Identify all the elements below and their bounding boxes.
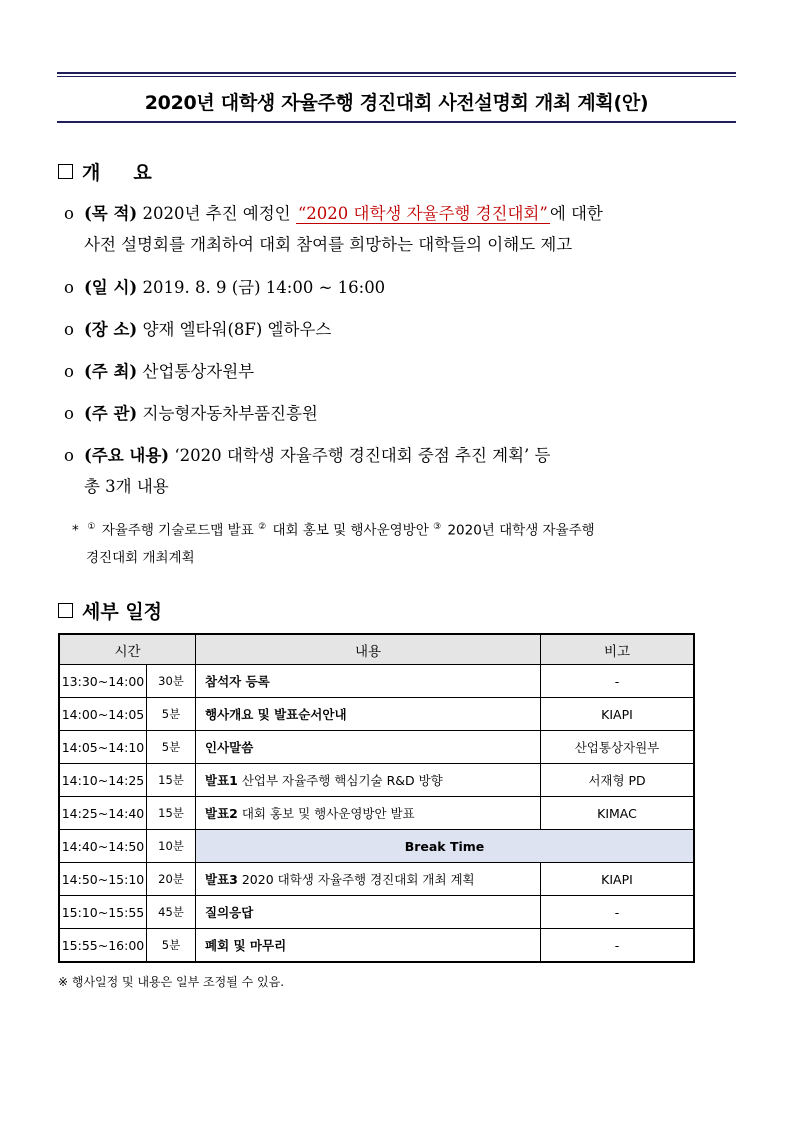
host-value: 산업통상자원부 [142,362,255,381]
page-title: 2020년 대학생 자율주행 경진대회 사전설명회 개최 계획(안) [144,92,649,114]
header-note: 비고 [541,634,695,665]
row-duration: 10분 [147,830,196,863]
row-note: KIAPI [541,863,695,896]
organizer-value: 지능형자동차부품진흥원 [142,404,318,423]
overview-content [64,440,736,502]
row-time: 14:25~14:40 [59,797,147,830]
row-content-bold: 발표1 [205,773,238,788]
row-time: 14:05~14:10 [59,731,147,764]
row-content-bold: 인사말씀 [205,740,254,755]
date-value: 2019. 8. 9 (금) 14:00 ~ 16:00 [142,278,386,297]
host-label: (주 최) [84,362,138,381]
header-content: 내용 [196,634,541,665]
row-content-rest: 대회 홍보 및 행사운영방안 발표 [237,806,415,821]
row-content-bold: 폐회 및 마무리 [205,938,287,953]
content-label: (주요 내용) [84,446,170,465]
bullet: o [64,320,74,339]
title-rule-top-thin [57,76,736,77]
note-num-3: ③ [433,522,442,532]
row-content [196,896,541,929]
row-content-bold: 행사개요 및 발표순서안내 [205,707,347,722]
row-note: - [541,665,695,698]
table-header-row [59,634,694,665]
row-content [196,764,541,797]
row-time: 14:00~14:05 [59,698,147,731]
bullet: o [64,362,74,381]
place-label: (장 소) [84,320,138,339]
table-row [59,863,694,896]
row-note: - [541,929,695,963]
row-content-rest: 2020 대학생 자율주행 경진대회 개최 계획 [237,872,475,887]
row-duration: 20분 [147,863,196,896]
row-content-bold: 발표3 [205,872,238,887]
header-time: 시간 [59,634,196,665]
row-duration: 5분 [147,698,196,731]
content-line1: ‘2020 대학생 자율주행 경진대회 중점 추진 계획’ 등 [174,446,551,465]
overview-place [64,314,736,345]
row-duration: 15분 [147,764,196,797]
row-content [196,797,541,830]
title-rule-bottom [57,121,736,123]
bullet: o [64,446,74,465]
note-text-3: 2020년 대학생 자율주행 [447,522,595,539]
row-note: KIAPI [541,698,695,731]
note-text-2: 대회 홍보 및 행사운영방안 [272,522,429,539]
row-note: KIMAC [541,797,695,830]
table-row [59,929,694,963]
row-time: 15:55~16:00 [59,929,147,963]
purpose-post: 에 대한 [549,204,603,223]
row-time: 13:30~14:00 [59,665,147,698]
table-row [59,698,694,731]
row-note: 산업통상자원부 [541,731,695,764]
table-row [59,731,694,764]
organizer-label: (주 관) [84,404,138,423]
row-content [196,863,541,896]
row-time: 14:50~15:10 [59,863,147,896]
content-note [72,514,736,572]
schedule-table [58,633,695,963]
row-content-bold: 참석자 등록 [205,674,270,689]
note-num-1: ① [87,522,96,532]
overview-organizer [64,398,736,429]
row-content-bold: 질의응답 [205,905,254,920]
table-row [59,830,694,863]
row-duration: 45분 [147,896,196,929]
table-row [59,797,694,830]
bullet: o [64,204,74,223]
row-duration: 30분 [147,665,196,698]
bullet: o [64,404,74,423]
row-content [196,929,541,963]
overview-host [64,356,736,387]
overview-date [64,272,736,303]
table-row [59,764,694,797]
checkbox-square-icon [58,164,73,179]
purpose-highlight: “2020 대학생 자율주행 경진대회” [297,204,548,223]
section-overview [58,158,152,185]
row-note: - [541,896,695,929]
row-break: Break Time [196,830,695,863]
row-duration: 15분 [147,797,196,830]
note-line2: 경진대회 개최계획 [86,549,195,566]
title-rule-top [57,72,736,74]
section-overview-label: 개 요 [82,162,152,184]
place-value: 양재 엘타워(8F) 엘하우스 [142,320,332,339]
row-time: 14:10~14:25 [59,764,147,797]
content-line2: 총 3개 내용 [84,477,169,496]
date-label: (일 시) [84,278,138,297]
section-schedule-label: 세부 일정 [82,601,163,623]
purpose-pre: 2020년 추진 예정인 [142,204,291,223]
overview-purpose [64,198,736,260]
row-content [196,698,541,731]
row-content [196,665,541,698]
row-duration: 5분 [147,929,196,963]
note-star: * [72,522,79,539]
checkbox-square-icon [58,603,73,618]
row-content-bold: 발표2 [205,806,238,821]
table-footnote: ※ 행사일정 및 내용은 일부 조정될 수 있음. [58,975,285,989]
row-duration: 5분 [147,731,196,764]
section-schedule [58,597,162,624]
bullet: o [64,278,74,297]
row-content [196,731,541,764]
row-time: 15:10~15:55 [59,896,147,929]
row-content-rest: 산업부 자율주행 핵심기술 R&D 방향 [237,773,443,788]
note-num-2: ② [258,522,267,532]
table-row [59,665,694,698]
row-time: 14:40~14:50 [59,830,147,863]
note-text-1: 자율주행 기술로드맵 발표 [101,522,254,539]
row-note: 서재형 PD [541,764,695,797]
purpose-line2: 사전 설명회를 개최하여 대회 참여를 희망하는 대학들의 이해도 제고 [84,235,573,254]
purpose-label: (목 적) [84,204,138,223]
table-row [59,896,694,929]
